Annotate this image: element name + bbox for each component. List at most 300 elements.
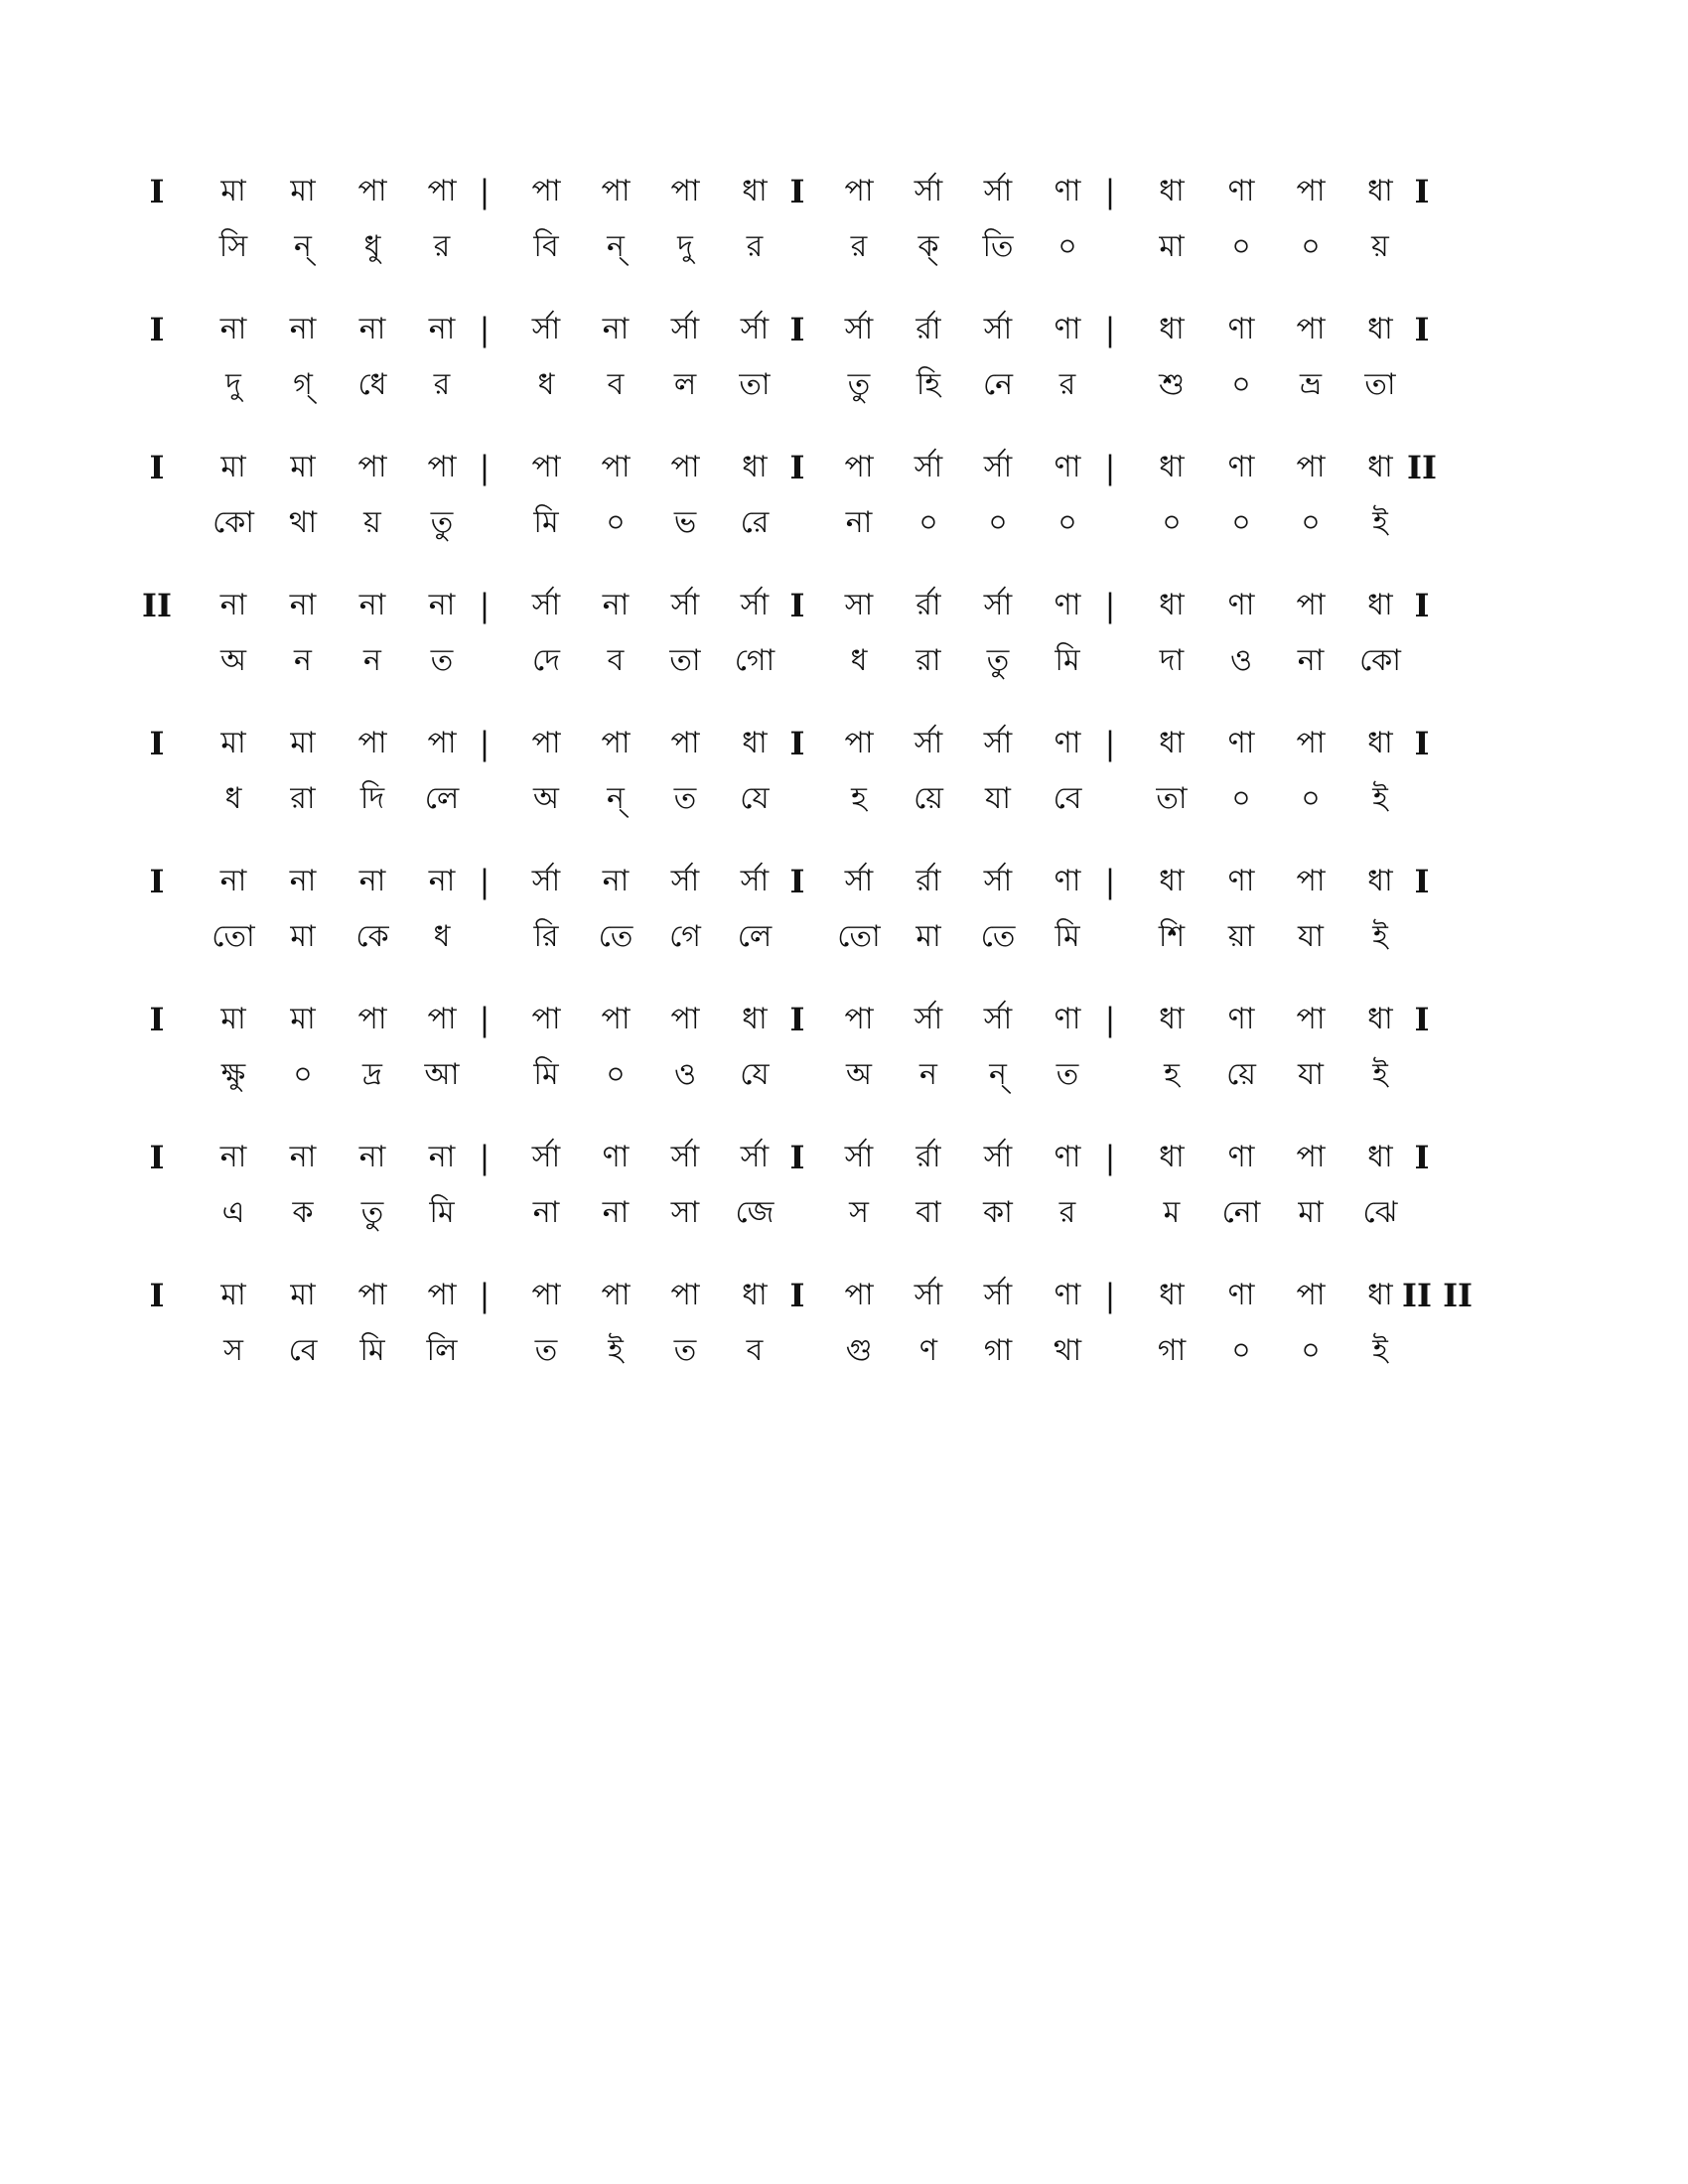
lyric-syllable: ০ xyxy=(1231,229,1251,264)
lyric-syllable: ত xyxy=(534,1333,558,1368)
swara-note: না xyxy=(219,1140,247,1174)
lyric-syllable: গা xyxy=(983,1333,1013,1368)
lyric-syllable: দু xyxy=(677,229,693,264)
lyric-syllable: গে xyxy=(669,919,701,954)
swara-note: র্সা xyxy=(740,588,770,622)
swara-note: ণা xyxy=(1054,312,1081,346)
lyric-syllable: মি xyxy=(533,1057,559,1092)
swara-note: ধা xyxy=(1367,864,1393,898)
swara-note: পা xyxy=(1296,1002,1326,1036)
notation-line xyxy=(149,443,1519,581)
swara-note: র্সা xyxy=(531,312,561,346)
bar-line: I xyxy=(1414,1001,1430,1038)
lyric-syllable: নে xyxy=(982,367,1014,402)
swara-note: পা xyxy=(1296,864,1326,898)
swara-note: পা xyxy=(1296,1278,1326,1312)
lyric-syllable: ই xyxy=(1372,781,1388,816)
swara-note: ধা xyxy=(1159,1002,1185,1036)
swara-note: না xyxy=(358,588,386,622)
bar-line: II II xyxy=(1402,1277,1474,1314)
bar-line: I xyxy=(149,449,165,486)
lyric-syllable: ত xyxy=(430,643,454,678)
lyric-syllable: আ xyxy=(424,1057,460,1092)
lyric-syllable: ধ xyxy=(537,367,555,402)
lyric-syllable: য় xyxy=(363,505,381,540)
lyric-syllable: না xyxy=(532,1195,560,1230)
swara-note: র্সা xyxy=(740,864,770,898)
lyric-row xyxy=(149,498,1519,548)
bar-line: | xyxy=(1104,311,1116,348)
swara-note: পা xyxy=(844,726,874,760)
lyric-syllable: মি xyxy=(1055,919,1080,954)
swara-note: পা xyxy=(357,1278,387,1312)
swara-note: মা xyxy=(220,1278,246,1312)
lyric-syllable: এ xyxy=(221,1195,245,1230)
bar-line: I xyxy=(789,311,805,348)
swara-note: ধা xyxy=(1159,1278,1185,1312)
notation-line xyxy=(149,1133,1519,1271)
lyric-syllable: র xyxy=(433,229,451,264)
lyric-syllable: ত xyxy=(673,1333,697,1368)
swara-note: ণা xyxy=(1054,588,1081,622)
lyric-syllable: সি xyxy=(218,229,248,264)
swara-row xyxy=(142,581,1519,630)
swara-note: না xyxy=(358,312,386,346)
swara-note: র্সা xyxy=(983,1278,1013,1312)
lyric-syllable: তা xyxy=(669,643,701,678)
lyric-syllable: মি xyxy=(359,1333,385,1368)
bar-line: I xyxy=(1414,1139,1430,1176)
swara-note: র্সা xyxy=(983,588,1013,622)
swara-note: মা xyxy=(220,726,246,760)
lyric-syllable: বে xyxy=(1053,781,1082,816)
swara-note: র্সা xyxy=(740,1140,770,1174)
swara-note: পা xyxy=(670,174,700,208)
lyric-syllable: ধ xyxy=(850,643,868,678)
lyric-syllable: যে xyxy=(740,1057,770,1092)
lyric-syllable: ক্ xyxy=(917,229,939,264)
bar-line: I xyxy=(149,863,165,900)
swara-note: পা xyxy=(1296,174,1326,208)
lyric-syllable: ত xyxy=(673,781,697,816)
lyric-syllable: ই xyxy=(1372,1333,1388,1368)
lyric-syllable: বা xyxy=(915,1195,941,1230)
lyric-syllable: দু xyxy=(225,367,241,402)
lyric-syllable: শি xyxy=(1158,919,1186,954)
swara-note: পা xyxy=(427,450,457,484)
swara-note: পা xyxy=(601,1278,631,1312)
lyric-syllable: ০ xyxy=(1301,1333,1321,1368)
lyric-syllable: ণ xyxy=(918,1333,938,1368)
lyric-syllable: ন xyxy=(294,643,312,678)
swara-note: র্সা xyxy=(844,1140,874,1174)
swara-note: পা xyxy=(531,1278,561,1312)
lyric-syllable: য় xyxy=(1371,229,1389,264)
swara-note: না xyxy=(358,1140,386,1174)
lyric-syllable: রে xyxy=(740,505,770,540)
notation-line xyxy=(149,995,1519,1133)
lyric-syllable: কো xyxy=(1359,643,1401,678)
lyric-syllable: ও xyxy=(673,1057,697,1092)
notation-line xyxy=(142,581,1519,719)
lyric-syllable: যে xyxy=(740,781,770,816)
bar-line: | xyxy=(1104,863,1116,900)
lyric-row xyxy=(149,1326,1519,1376)
lyric-syllable: ভ xyxy=(673,505,697,540)
swara-row xyxy=(149,167,1519,216)
bar-line: I xyxy=(1414,173,1430,210)
lyric-syllable: ০ xyxy=(1301,505,1321,540)
lyric-syllable: ন xyxy=(919,1057,937,1092)
lyric-syllable: ন্ xyxy=(607,781,625,816)
lyric-syllable: না xyxy=(602,1195,630,1230)
lyric-syllable: মি xyxy=(1055,643,1080,678)
swara-note: ধা xyxy=(1367,450,1393,484)
lyric-syllable: না xyxy=(845,505,873,540)
swara-note: না xyxy=(289,864,317,898)
lyric-syllable: মা xyxy=(1298,1195,1324,1230)
swara-note: ধা xyxy=(742,174,768,208)
bar-line: | xyxy=(479,1001,491,1038)
lyric-syllable: বে xyxy=(288,1333,318,1368)
swara-note: পা xyxy=(601,726,631,760)
lyric-syllable: ০ xyxy=(1231,1333,1251,1368)
swara-note: মা xyxy=(220,174,246,208)
lyric-syllable: ম xyxy=(1163,1195,1181,1230)
swara-note: ধা xyxy=(742,1278,768,1312)
lyric-syllable: রা xyxy=(290,781,316,816)
swara-note: ণা xyxy=(1054,450,1081,484)
swara-note: পা xyxy=(427,1002,457,1036)
swara-note: ণা xyxy=(1054,174,1081,208)
lyric-syllable: তি xyxy=(982,229,1014,264)
lyric-syllable: থা xyxy=(288,505,318,540)
swara-note: মা xyxy=(290,726,316,760)
lyric-row xyxy=(149,636,1519,686)
lyric-syllable: লে xyxy=(424,781,460,816)
swara-note: না xyxy=(428,312,456,346)
swara-note: পা xyxy=(427,174,457,208)
lyric-syllable: তা xyxy=(1156,781,1188,816)
lyric-syllable: ০ xyxy=(1301,229,1321,264)
lyric-syllable: অ xyxy=(220,643,246,678)
bar-line: I xyxy=(1414,863,1430,900)
swara-note: পা xyxy=(357,174,387,208)
lyric-syllable: তা xyxy=(739,367,771,402)
swara-note: পা xyxy=(357,1002,387,1036)
lyric-syllable: ন্ xyxy=(989,1057,1007,1092)
bar-line: | xyxy=(479,449,491,486)
lyric-syllable: কো xyxy=(212,505,254,540)
lyric-syllable: তু xyxy=(360,1195,384,1230)
swara-note: র্সা xyxy=(740,312,770,346)
swara-note: পা xyxy=(1296,450,1326,484)
lyric-row xyxy=(149,1050,1519,1100)
swara-note: পা xyxy=(844,450,874,484)
swara-note: না xyxy=(289,1140,317,1174)
swara-note: ধা xyxy=(1159,864,1185,898)
lyric-syllable: যা xyxy=(985,781,1011,816)
lyric-syllable: দি xyxy=(359,781,385,816)
swara-note: না xyxy=(428,864,456,898)
bar-line: | xyxy=(1104,173,1116,210)
bar-line: | xyxy=(1104,725,1116,762)
lyric-syllable: গা xyxy=(1157,1333,1187,1368)
swara-note: র্সা xyxy=(670,1140,700,1174)
notation-line xyxy=(149,719,1519,857)
bar-line: | xyxy=(479,587,491,624)
swara-note: ধা xyxy=(1159,174,1185,208)
lyric-syllable: স xyxy=(849,1195,869,1230)
lyric-syllable: ০ xyxy=(1162,505,1182,540)
lyric-row xyxy=(149,360,1519,410)
lyric-syllable: থা xyxy=(1053,1333,1082,1368)
lyric-syllable: ক xyxy=(292,1195,314,1230)
lyric-syllable: কা xyxy=(983,1195,1013,1230)
lyric-syllable: ও xyxy=(1229,643,1253,678)
lyric-syllable: ন্ xyxy=(294,229,312,264)
swara-row xyxy=(149,995,1519,1044)
lyric-syllable: ধু xyxy=(363,229,381,264)
swara-note: ণা xyxy=(1227,1002,1255,1036)
bar-line: I xyxy=(789,1277,805,1314)
lyric-syllable: ০ xyxy=(293,1057,313,1092)
swara-note: র্সা xyxy=(914,1002,943,1036)
lyric-syllable: র xyxy=(433,367,451,402)
lyric-syllable: ব xyxy=(746,1333,764,1368)
swara-note: র্সা xyxy=(983,450,1013,484)
swara-note: র্সা xyxy=(983,174,1013,208)
bar-line: | xyxy=(479,725,491,762)
swara-note: ধা xyxy=(1367,588,1393,622)
swara-note: মা xyxy=(220,1002,246,1036)
swara-note: ণা xyxy=(1054,1278,1081,1312)
lyric-syllable: বি xyxy=(533,229,559,264)
swara-note: পা xyxy=(427,726,457,760)
swara-note: পা xyxy=(531,450,561,484)
swara-note: র্রা xyxy=(915,864,941,898)
lyric-syllable: ই xyxy=(608,1333,624,1368)
lyric-syllable: র xyxy=(1058,367,1076,402)
lyric-syllable: না xyxy=(1297,643,1325,678)
swara-note: ধা xyxy=(1367,1002,1393,1036)
swara-note: না xyxy=(358,864,386,898)
swara-note: ধা xyxy=(1367,174,1393,208)
lyric-syllable: হ xyxy=(1164,1057,1180,1092)
swara-row xyxy=(149,443,1519,492)
lyric-syllable: কে xyxy=(355,919,389,954)
swara-note: ধা xyxy=(1159,588,1185,622)
lyric-syllable: মা xyxy=(915,919,941,954)
lyric-syllable: তু xyxy=(847,367,871,402)
swara-note: না xyxy=(602,864,630,898)
lyric-syllable: গু xyxy=(845,1333,873,1368)
swara-note: মা xyxy=(290,174,316,208)
swara-note: র্সা xyxy=(983,726,1013,760)
lyric-syllable: মি xyxy=(533,505,559,540)
lyric-syllable: ধ xyxy=(433,919,451,954)
lyric-syllable: ল xyxy=(673,367,697,402)
swara-note: র্রা xyxy=(915,588,941,622)
bar-line: I xyxy=(789,587,805,624)
bar-line: I xyxy=(149,1277,165,1314)
bar-line: | xyxy=(1104,1001,1116,1038)
lyric-syllable: ব xyxy=(607,367,625,402)
bar-line: I xyxy=(789,863,805,900)
lyric-row xyxy=(149,1188,1519,1238)
lyric-syllable: র xyxy=(1058,1195,1076,1230)
swara-note: ণা xyxy=(1227,312,1255,346)
swara-note: র্সা xyxy=(844,312,874,346)
swara-note: ণা xyxy=(1227,588,1255,622)
bar-line: I xyxy=(789,173,805,210)
swara-row xyxy=(149,1271,1519,1320)
bar-line: I xyxy=(789,1001,805,1038)
lyric-syllable: গ্ xyxy=(293,367,313,402)
lyric-syllable: মা xyxy=(290,919,316,954)
lyric-syllable: তে xyxy=(980,919,1016,954)
swara-note: পা xyxy=(670,726,700,760)
notation-line xyxy=(149,167,1519,305)
swara-row xyxy=(149,719,1519,768)
bar-line: I xyxy=(789,725,805,762)
swara-note: মা xyxy=(290,450,316,484)
swara-note: পা xyxy=(601,450,631,484)
swara-note: না xyxy=(428,1140,456,1174)
bar-line: I xyxy=(789,1139,805,1176)
swara-note: পা xyxy=(357,726,387,760)
swara-note: র্রা xyxy=(915,312,941,346)
lyric-syllable: য়ে xyxy=(914,781,943,816)
swara-note: র্সা xyxy=(844,864,874,898)
bar-line: I xyxy=(1414,311,1430,348)
lyric-syllable: মা xyxy=(1159,229,1185,264)
lyric-syllable: তো xyxy=(837,919,881,954)
swara-note: পা xyxy=(601,174,631,208)
lyric-syllable: তু xyxy=(986,643,1010,678)
lyric-syllable: ই xyxy=(1372,919,1388,954)
lyric-syllable: ব xyxy=(607,643,625,678)
swara-note: ধা xyxy=(1367,1140,1393,1174)
bar-line: II xyxy=(142,587,172,624)
bar-line: I xyxy=(789,449,805,486)
lyric-syllable: যা xyxy=(1298,919,1324,954)
lyric-syllable: গো xyxy=(734,643,775,678)
swara-note: র্সা xyxy=(914,726,943,760)
lyric-syllable: তে xyxy=(598,919,633,954)
swara-note: পা xyxy=(670,1002,700,1036)
lyric-syllable: য়ে xyxy=(1226,1057,1256,1092)
lyric-syllable: ০ xyxy=(988,505,1008,540)
lyric-syllable: লি xyxy=(426,1333,458,1368)
lyric-syllable: ০ xyxy=(1301,781,1321,816)
lyric-syllable: দা xyxy=(1159,643,1185,678)
bar-line: I xyxy=(149,311,165,348)
lyric-syllable: হ xyxy=(851,781,867,816)
lyric-syllable: অ xyxy=(533,781,559,816)
swara-note: ধা xyxy=(1159,450,1185,484)
lyric-syllable: দ্র xyxy=(362,1057,382,1092)
swara-note: ধা xyxy=(742,1002,768,1036)
lyric-syllable: রা xyxy=(915,643,941,678)
swara-note: ণা xyxy=(1054,864,1081,898)
lyric-syllable: দে xyxy=(532,643,560,678)
lyric-syllable: ০ xyxy=(918,505,938,540)
lyric-syllable: মি xyxy=(429,1195,455,1230)
swara-note: র্সা xyxy=(670,588,700,622)
swara-note: ণা xyxy=(1227,450,1255,484)
swara-note: পা xyxy=(1296,312,1326,346)
lyric-syllable: ন্ xyxy=(607,229,625,264)
lyric-syllable: ০ xyxy=(1057,505,1077,540)
lyric-syllable: ০ xyxy=(1231,505,1251,540)
swara-note: না xyxy=(219,312,247,346)
swara-row xyxy=(149,1133,1519,1182)
lyric-syllable: ০ xyxy=(606,505,626,540)
swara-note: ধা xyxy=(742,450,768,484)
swara-note: সা xyxy=(844,588,874,622)
swara-note: পা xyxy=(357,450,387,484)
swara-note: পা xyxy=(601,1002,631,1036)
swara-note: ণা xyxy=(1054,726,1081,760)
swara-note: র্সা xyxy=(914,1278,943,1312)
lyric-syllable: ভ্র xyxy=(1299,367,1323,402)
bar-line: | xyxy=(1104,449,1116,486)
swara-note: পা xyxy=(531,1002,561,1036)
swara-note: ণা xyxy=(1227,1278,1255,1312)
swara-note: পা xyxy=(670,450,700,484)
swara-note: র্সা xyxy=(983,1140,1013,1174)
swara-note: র্সা xyxy=(983,864,1013,898)
lyric-syllable: লে xyxy=(737,919,773,954)
bar-line: | xyxy=(479,1139,491,1176)
notation-line xyxy=(149,305,1519,443)
lyric-syllable: অ xyxy=(846,1057,872,1092)
swara-note: র্সা xyxy=(983,312,1013,346)
swara-note: ণা xyxy=(1227,1140,1255,1174)
lyric-syllable: য়া xyxy=(1227,919,1255,954)
bar-line: | xyxy=(479,311,491,348)
swara-row xyxy=(149,305,1519,354)
lyric-syllable: ঝে xyxy=(1362,1195,1398,1230)
lyric-syllable: ধে xyxy=(357,367,387,402)
swara-note: র্সা xyxy=(531,1140,561,1174)
swara-note: না xyxy=(602,312,630,346)
bar-line: I xyxy=(149,1001,165,1038)
lyric-row xyxy=(149,912,1519,962)
lyric-syllable: ধ xyxy=(224,781,242,816)
lyric-syllable: ০ xyxy=(606,1057,626,1092)
lyric-syllable: র xyxy=(850,229,868,264)
swara-note: র্রা xyxy=(915,1140,941,1174)
lyric-syllable: ০ xyxy=(1057,229,1077,264)
swara-note: পা xyxy=(1296,1140,1326,1174)
swara-note: পা xyxy=(531,726,561,760)
swara-note: র্সা xyxy=(531,864,561,898)
swara-note: ণা xyxy=(1054,1140,1081,1174)
swara-note: পা xyxy=(670,1278,700,1312)
swara-note: না xyxy=(289,312,317,346)
lyric-row xyxy=(149,222,1519,272)
lyric-syllable: তা xyxy=(1364,367,1396,402)
swara-note: ধা xyxy=(1159,726,1185,760)
lyric-syllable: নো xyxy=(1221,1195,1261,1230)
swara-note: ণা xyxy=(1054,1002,1081,1036)
swara-note: না xyxy=(219,588,247,622)
lyric-syllable: ০ xyxy=(1231,367,1251,402)
swara-note: ণা xyxy=(1227,726,1255,760)
swara-note: ধা xyxy=(1159,312,1185,346)
